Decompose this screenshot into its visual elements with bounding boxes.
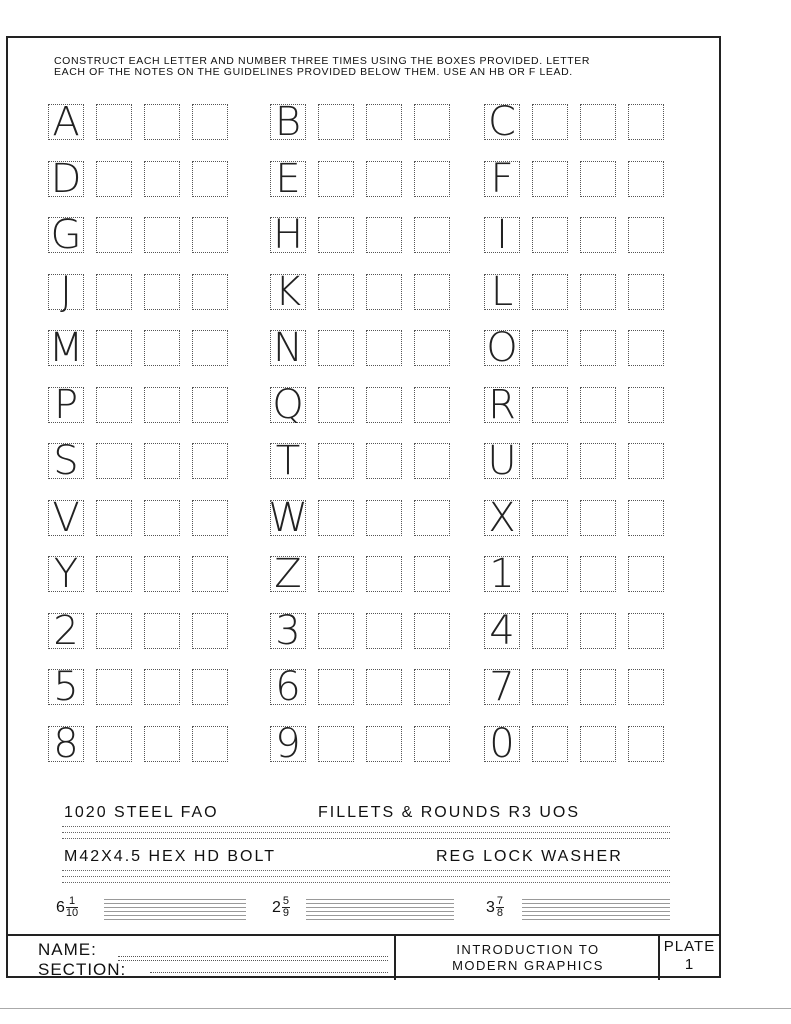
practice-box[interactable] (580, 387, 616, 423)
practice-box[interactable] (628, 387, 664, 423)
practice-box[interactable] (532, 330, 568, 366)
section-field[interactable] (150, 972, 388, 973)
practice-box[interactable] (628, 500, 664, 536)
practice-box[interactable] (366, 217, 402, 253)
practice-box[interactable] (318, 726, 354, 762)
fraction-3 (486, 896, 504, 919)
practice-box[interactable] (414, 217, 450, 253)
sample-character: G (48, 217, 84, 253)
practice-box[interactable] (366, 726, 402, 762)
practice-box[interactable] (318, 217, 354, 253)
practice-box[interactable] (192, 274, 228, 310)
sample-character: B (270, 104, 306, 140)
fraction-whole: 2 (272, 898, 281, 916)
practice-box[interactable] (96, 387, 132, 423)
fraction-denominator: 8 (496, 907, 504, 919)
practice-box[interactable] (414, 500, 450, 536)
fraction-denominator: 10 (65, 907, 79, 919)
practice-box[interactable] (532, 443, 568, 479)
practice-box[interactable] (318, 104, 354, 140)
practice-box[interactable] (580, 500, 616, 536)
sample-character: U (484, 443, 520, 479)
sample-character: O (484, 330, 520, 366)
sample-character: M (48, 325, 84, 371)
practice-box[interactable] (192, 613, 228, 649)
practice-box[interactable] (192, 330, 228, 366)
practice-box[interactable] (532, 669, 568, 705)
practice-box[interactable] (96, 726, 132, 762)
practice-box[interactable] (628, 669, 664, 705)
practice-box[interactable] (96, 613, 132, 649)
practice-box[interactable] (414, 387, 450, 423)
practice-box[interactable] (580, 443, 616, 479)
name-field[interactable] (118, 956, 388, 957)
note-1-left: 1020 STEEL FAO (64, 804, 219, 821)
practice-box[interactable] (628, 556, 664, 592)
guideline (62, 876, 670, 877)
guideline (62, 832, 670, 833)
practice-box[interactable] (144, 161, 180, 197)
practice-box[interactable] (628, 443, 664, 479)
practice-box[interactable] (144, 387, 180, 423)
practice-box[interactable] (192, 726, 228, 762)
practice-box[interactable] (192, 443, 228, 479)
practice-box[interactable] (318, 330, 354, 366)
sample-character: A (48, 104, 84, 140)
sample-character: 2 (48, 613, 84, 649)
practice-box[interactable] (96, 556, 132, 592)
practice-box[interactable] (192, 387, 228, 423)
fraction-guidelines (306, 896, 454, 920)
practice-box[interactable] (318, 161, 354, 197)
note-2-left: M42X4.5 HEX HD BOLT (64, 848, 276, 865)
sample-character: Q (270, 387, 306, 423)
instructions (54, 56, 694, 78)
practice-box[interactable] (414, 669, 450, 705)
note-1-right: FILLETS & ROUNDS R3 UOS (318, 804, 581, 821)
practice-box[interactable] (192, 217, 228, 253)
practice-box[interactable] (366, 669, 402, 705)
sample-character: C (484, 104, 520, 140)
practice-box[interactable] (318, 613, 354, 649)
practice-box[interactable] (580, 613, 616, 649)
practice-box[interactable] (628, 274, 664, 310)
fraction-guidelines (522, 896, 670, 920)
practice-box[interactable] (580, 217, 616, 253)
sample-character: 9 (270, 726, 306, 762)
fraction-2 (272, 896, 290, 919)
practice-box[interactable] (532, 613, 568, 649)
sample-character: 8 (48, 726, 84, 762)
sample-character: P (48, 387, 84, 423)
sample-character: Z (270, 556, 306, 592)
practice-box[interactable] (192, 669, 228, 705)
practice-box[interactable] (144, 726, 180, 762)
practice-box[interactable] (414, 274, 450, 310)
fraction-1 (56, 896, 78, 919)
plate-box (660, 938, 719, 974)
practice-box[interactable] (532, 726, 568, 762)
practice-box[interactable] (414, 613, 450, 649)
practice-box[interactable] (414, 161, 450, 197)
sample-character: T (270, 443, 306, 479)
instructions-line-2: EACH OF THE NOTES ON THE GUIDELINES PROVIDED BELOW THEM. USE AN HB OR F LEAD. (54, 66, 573, 78)
practice-box[interactable] (318, 669, 354, 705)
practice-box[interactable] (532, 217, 568, 253)
practice-box[interactable] (414, 556, 450, 592)
practice-box[interactable] (96, 443, 132, 479)
guideline (62, 838, 670, 839)
practice-box[interactable] (318, 556, 354, 592)
practice-box[interactable] (366, 330, 402, 366)
practice-box[interactable] (318, 274, 354, 310)
sample-character: J (48, 274, 84, 310)
sample-character: Y (48, 556, 84, 592)
sample-character: 6 (270, 669, 306, 705)
sample-character: X (484, 500, 520, 536)
course-title-line-1: INTRODUCTION TO (456, 942, 600, 957)
guideline (62, 826, 670, 827)
practice-box[interactable] (628, 330, 664, 366)
sample-character: K (270, 274, 306, 310)
fraction-denominator: 9 (282, 907, 290, 919)
practice-box[interactable] (144, 500, 180, 536)
practice-box[interactable] (144, 556, 180, 592)
sample-character: 7 (484, 669, 520, 705)
sample-character: L (484, 274, 520, 310)
practice-box[interactable] (580, 726, 616, 762)
practice-box[interactable] (144, 104, 180, 140)
practice-box[interactable] (532, 161, 568, 197)
sample-character: D (48, 161, 84, 197)
name-field-guide (118, 960, 388, 961)
fraction-whole: 6 (56, 898, 65, 916)
practice-box[interactable] (580, 669, 616, 705)
practice-box[interactable] (144, 669, 180, 705)
course-title-line-2: MODERN GRAPHICS (452, 958, 604, 973)
practice-box[interactable] (628, 217, 664, 253)
practice-box[interactable] (96, 669, 132, 705)
practice-box[interactable] (192, 500, 228, 536)
practice-box[interactable] (192, 556, 228, 592)
name-label: NAME: (38, 940, 97, 959)
practice-box[interactable] (414, 104, 450, 140)
practice-box[interactable] (318, 500, 354, 536)
sample-character: 0 (484, 726, 520, 762)
practice-box[interactable] (318, 443, 354, 479)
practice-box[interactable] (192, 104, 228, 140)
sample-character: E (270, 161, 306, 197)
practice-box[interactable] (532, 500, 568, 536)
fraction-guidelines (104, 896, 246, 920)
practice-box[interactable] (366, 161, 402, 197)
practice-box[interactable] (532, 274, 568, 310)
practice-box[interactable] (366, 500, 402, 536)
sample-character: F (484, 161, 520, 197)
practice-box[interactable] (580, 274, 616, 310)
instructions-line-1: CONSTRUCT EACH LETTER AND NUMBER THREE TIMES USING THE BOXES PROVIDED. LETTER (54, 55, 591, 67)
sample-character: I (484, 217, 520, 253)
practice-box[interactable] (580, 330, 616, 366)
plate-number: 1 (684, 956, 695, 973)
practice-box[interactable] (366, 104, 402, 140)
plate-label: PLATE (663, 938, 716, 955)
title-block (8, 934, 719, 980)
guideline (62, 870, 670, 871)
practice-box[interactable] (96, 104, 132, 140)
sample-character: H (270, 217, 306, 253)
course-title (396, 942, 660, 974)
practice-box[interactable] (96, 330, 132, 366)
sample-character: N (270, 330, 306, 366)
practice-box[interactable] (366, 443, 402, 479)
practice-box[interactable] (366, 556, 402, 592)
practice-box[interactable] (628, 726, 664, 762)
practice-box[interactable] (318, 387, 354, 423)
practice-box[interactable] (96, 274, 132, 310)
practice-box[interactable] (192, 161, 228, 197)
sample-character: S (48, 443, 84, 479)
practice-box[interactable] (414, 726, 450, 762)
note-2-right: REG LOCK WASHER (436, 848, 623, 865)
drawing-plate (6, 36, 721, 978)
sample-character: W (268, 494, 308, 541)
page-edge (0, 1008, 791, 1009)
fraction-numerator: 1 (66, 896, 78, 908)
practice-box[interactable] (144, 330, 180, 366)
sample-character: V (48, 500, 84, 536)
practice-box[interactable] (366, 274, 402, 310)
practice-box[interactable] (580, 161, 616, 197)
sample-character: R (484, 387, 520, 423)
fraction-numerator: 5 (282, 895, 290, 907)
practice-box[interactable] (580, 104, 616, 140)
practice-box[interactable] (580, 556, 616, 592)
practice-box[interactable] (532, 387, 568, 423)
sample-character: 4 (484, 613, 520, 649)
guideline (62, 882, 670, 883)
fraction-numerator: 7 (496, 895, 504, 907)
sample-character: 1 (484, 556, 520, 592)
practice-box[interactable] (144, 613, 180, 649)
practice-box[interactable] (366, 613, 402, 649)
practice-box[interactable] (144, 274, 180, 310)
sample-character: 5 (48, 669, 84, 705)
practice-box[interactable] (414, 443, 450, 479)
practice-box[interactable] (628, 613, 664, 649)
practice-box[interactable] (96, 500, 132, 536)
practice-box[interactable] (532, 104, 568, 140)
practice-box[interactable] (414, 330, 450, 366)
sample-character: 3 (270, 613, 306, 649)
practice-box[interactable] (144, 217, 180, 253)
practice-box[interactable] (532, 556, 568, 592)
section-label: SECTION: (38, 960, 127, 979)
practice-box[interactable] (96, 161, 132, 197)
practice-box[interactable] (144, 443, 180, 479)
fraction-whole: 3 (486, 898, 495, 916)
practice-box[interactable] (366, 387, 402, 423)
practice-box[interactable] (628, 104, 664, 140)
practice-box[interactable] (96, 217, 132, 253)
practice-box[interactable] (628, 161, 664, 197)
